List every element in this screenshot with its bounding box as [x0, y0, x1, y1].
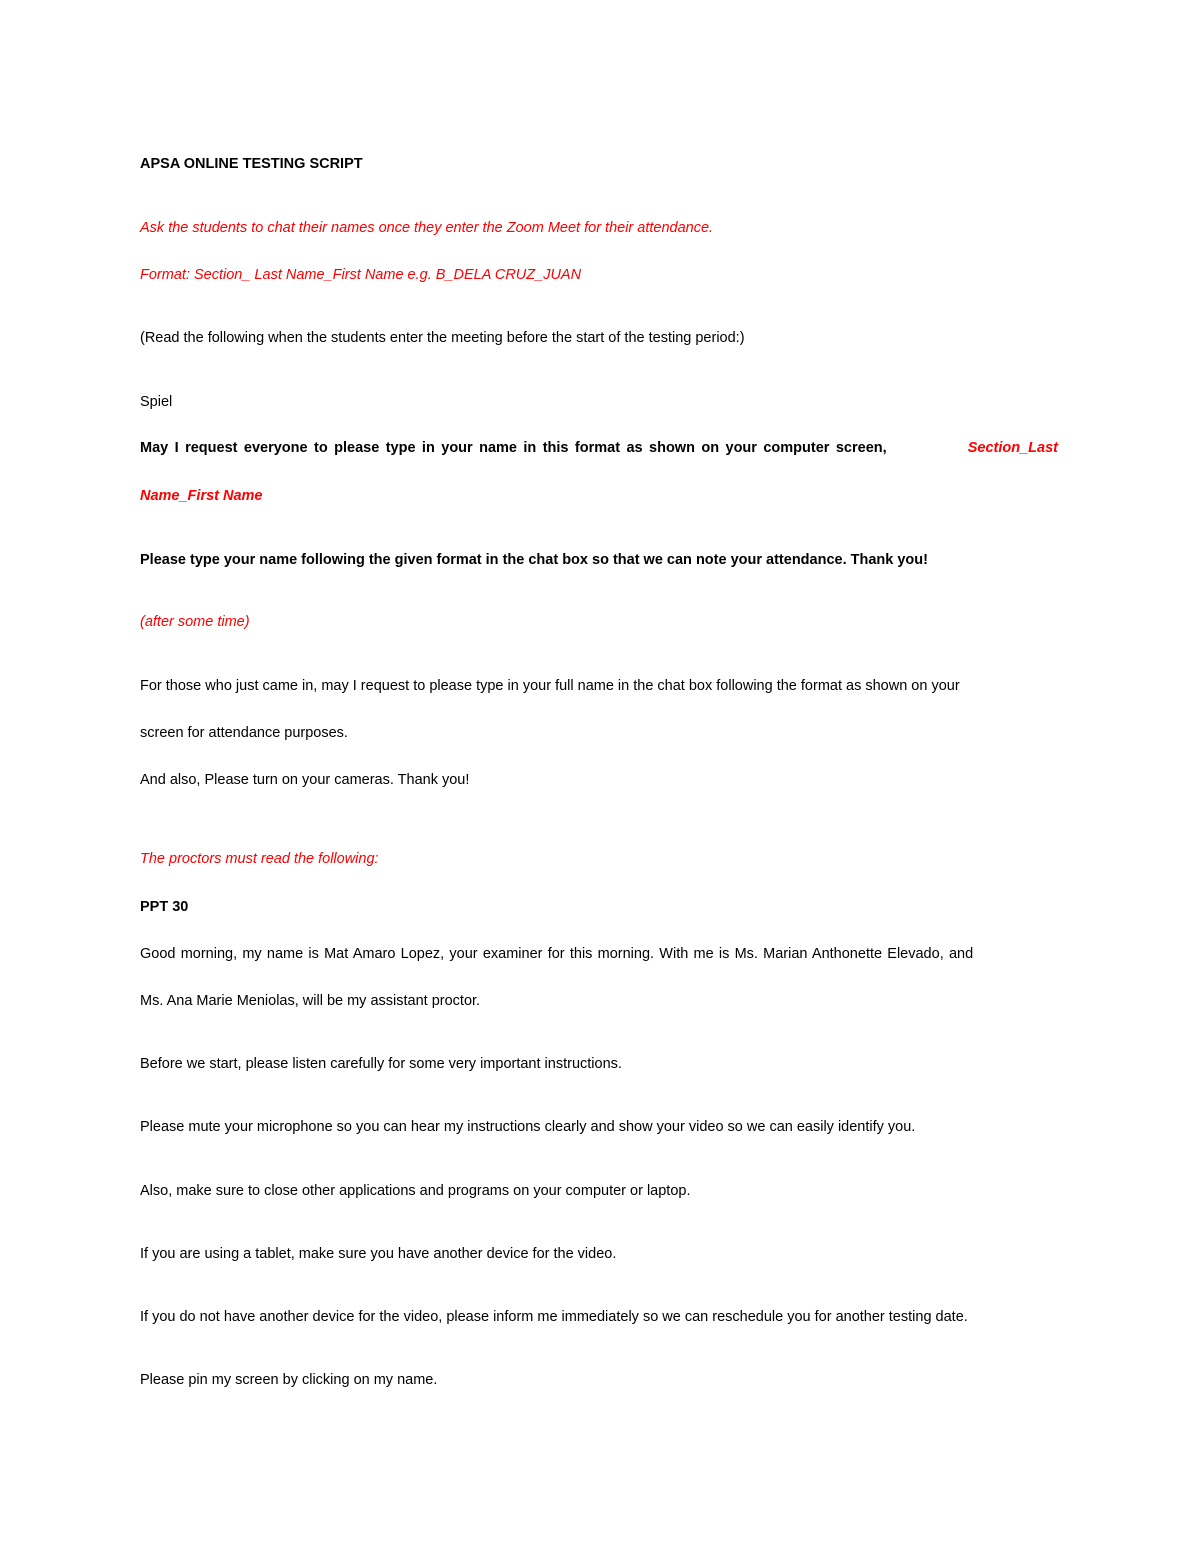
tablet-instruction: If you are using a tablet, make sure you have another device for the video.	[140, 1246, 617, 1262]
no-device-instruction: If you do not have another device for the video, please inform me immediately so we can reschedule you for another testing date.	[140, 1309, 968, 1325]
request-red-text-1: Section_Last	[967, 440, 1058, 456]
late-arrivals-line-1: For those who just came in, may I request to please type in your full name in the chat box following the format as shown on your	[140, 678, 960, 694]
late-arrivals-line-2: screen for attendance purposes.	[140, 725, 348, 741]
after-some-time-note: (after some time)	[140, 614, 250, 630]
request-line	[140, 438, 1058, 458]
document-title: APSA ONLINE TESTING SCRIPT	[140, 156, 363, 172]
request-bold-text: May I request everyone to please type in your name in this format as shown on your computer screen,	[140, 440, 887, 456]
ppt-label: PPT 30	[140, 899, 189, 915]
close-apps-instruction: Also, make sure to close other applications and programs on your computer or laptop.	[140, 1183, 691, 1199]
spiel-label: Spiel	[140, 394, 173, 410]
type-name-instruction: Please type your name following the given format in the chat box so that we can note your attendance. Thank you!	[140, 552, 928, 568]
greeting-line-2: Ms. Ana Marie Meniolas, will be my assistant proctor.	[140, 993, 481, 1009]
before-start-instruction: Before we start, please listen carefully for some very important instructions.	[140, 1056, 622, 1072]
cameras-reminder: And also, Please turn on your cameras. Thank you!	[140, 772, 470, 788]
name-format-line: Format: Section_ Last Name_First Name e.g. B_DELA CRUZ_JUAN	[140, 267, 582, 283]
proctors-note: The proctors must read the following:	[140, 851, 379, 867]
request-red-text-2: Name_First Name	[140, 488, 263, 504]
instruction-chat-names: Ask the students to chat their names once they enter the Zoom Meet for their attendance.	[140, 220, 714, 236]
greeting-line-1: Good morning, my name is Mat Amaro Lopez, your examiner for this morning. With me is Ms. Marian Anthonette Elevado, and	[140, 946, 974, 962]
read-note: (Read the following when the students enter the meeting before the start of the testing period:)	[140, 330, 745, 346]
pin-screen-instruction: Please pin my screen by clicking on my name.	[140, 1372, 438, 1388]
mute-instruction: Please mute your microphone so you can hear my instructions clearly and show your video so we can easily identify you.	[140, 1119, 916, 1135]
